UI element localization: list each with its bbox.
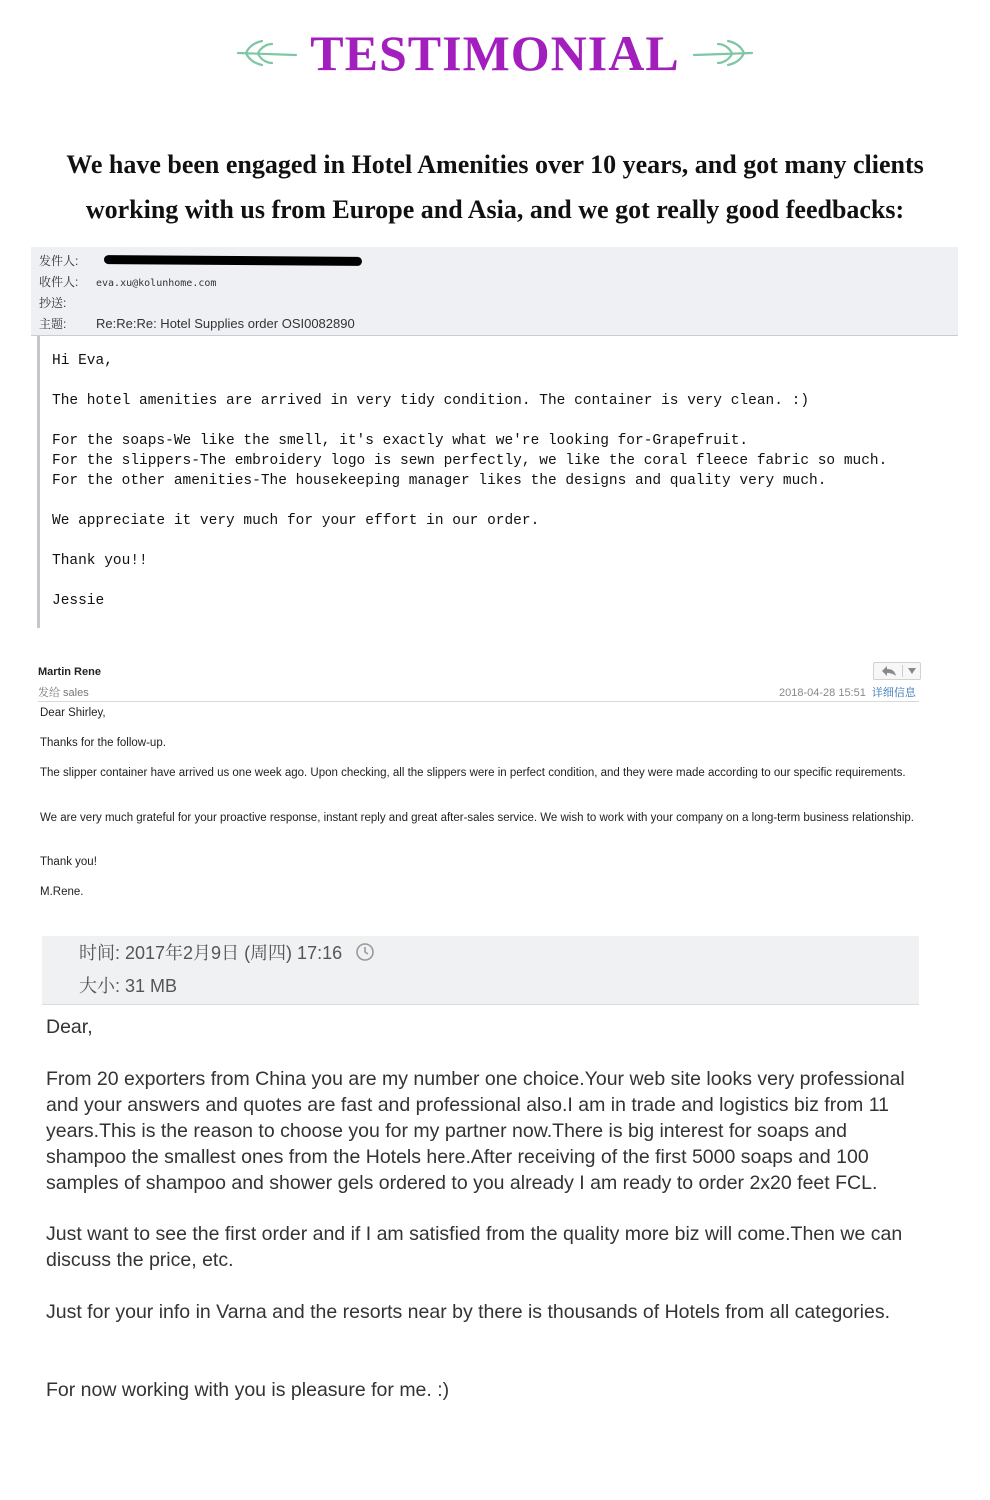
email2-paragraph: We are very much grateful for your proactive response, instant reply and great after-sales service. We wish to work with your company on a long-term business relationship. [40,812,914,824]
email3-header [42,936,919,1005]
email1-line: For the soaps-We like the smell, it's exactly what we're looking for-Grapefruit. [52,433,749,449]
title-banner [0,24,990,84]
email2-detail-link[interactable]: 详细信息 [871,687,916,699]
intro-text: We have been engaged in Hotel Amenities over 10 years, and got many clients working with us from Europe and Asia, and we got really good feedbacks: [66,150,924,224]
email3-time: 时间: 2017年2月9日 (周四) 17:16 [79,943,343,963]
email1-line: We appreciate it very much for your effort in our order. [52,513,540,529]
email1-to-row [39,273,216,290]
leaf-left-icon [236,36,298,70]
email1-line: Thank you!! [52,553,148,569]
email1-line: Jessie [52,593,105,609]
email3-paragraph: For now working with you is pleasure for me. :) [46,1379,450,1401]
email2-paragraph: Dear Shirley, [40,707,106,719]
email1-from-row [39,252,96,269]
email1-line: For the slippers-The embroidery logo is sewn perfectly, we like the coral fleece fabric so much. [52,453,888,469]
email1-from-label: 发件人: [39,254,79,268]
email1-body [37,336,961,628]
email2-sender[interactable]: Martin Rene [38,666,101,678]
email3-paragraph: From 20 exporters from China you are my number one choice.Your web site looks very professional and your answers and quotes are fast and professional also.I am in trade and logistics biz from 11 years.This is the reason to choose you for my partner now.There is big interest for soaps and shampoo the smallest ones from the Hotels here.After receiving of the first 5000 soaps and 100 samples of shampoo and shower gels ordered to you already I am ready to order 2x20 feet FCL. [46,1068,905,1194]
email1-header [31,247,958,336]
email1-to-value[interactable]: eva.xu@kolunhome.com [96,278,217,289]
email2-paragraph: Thank you! [40,856,97,868]
email1-subject-value: Re:Re:Re: Hotel Supplies order OSI0082890 [96,316,355,331]
email2-reply-controls[interactable] [873,662,921,680]
email2-paragraph: Thanks for the follow-up. [40,737,166,749]
leaf-right-icon [692,36,754,70]
email2-paragraph: The slipper container have arrived us one week ago. Upon checking, all the slippers were in perfect condition, and they were made according to our specific requirements. [40,767,906,779]
email2-date-text: 2018-04-28 15:51 [779,687,866,699]
email3-paragraph: Just for your info in Varna and the resorts near by there is thousands of Hotels from all categories. [46,1301,890,1323]
chevron-down-icon[interactable] [907,667,917,675]
clock-icon[interactable] [355,942,375,962]
email2-recipient: 发给 sales [38,687,89,699]
email1-line: The hotel amenities are arrived in very tidy condition. The container is very clean. :) [52,393,810,409]
email1-line: For the other amenities-The housekeeping manager likes the designs and quality very much. [52,473,827,489]
email1-line: Hi Eva, [52,353,113,369]
reply-icon[interactable] [881,665,897,677]
redacted-sender [104,255,362,266]
email2-divider [38,701,919,702]
email2-date [779,684,916,700]
email1-cc-label: 抄送: [39,296,67,310]
email1-subject-label: 主题: [39,317,67,331]
email3-paragraph: Dear, [46,1016,93,1038]
email2-paragraph: M.Rene. [40,886,84,898]
email1-subject-row [39,315,355,332]
page-title: TESTIMONIAL [310,25,680,81]
email1-to-label: 收件人: [39,275,79,289]
email3-size: 大小: 31 MB [79,976,178,996]
email3-time-row [79,939,375,965]
email3-paragraph: Just want to see the first order and if I am satisfied from the quality more biz will come.Then we can discuss the price, etc. [46,1223,903,1271]
email1-cc-row [39,294,96,311]
